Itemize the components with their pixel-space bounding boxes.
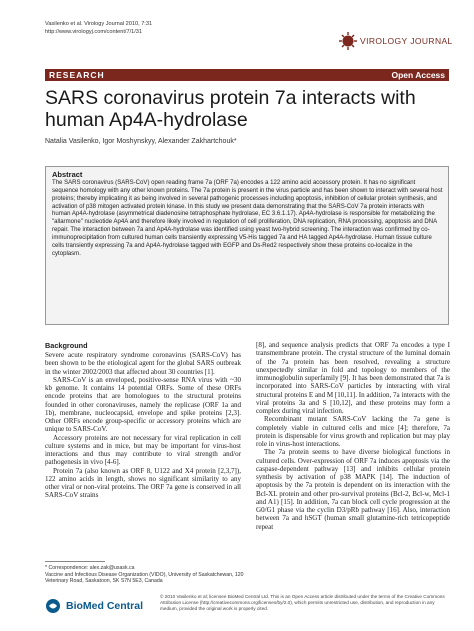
body-column-right [256, 341, 450, 531]
title-line-1: SARS coronavirus protein 7a interacts with [45, 87, 416, 109]
article-type-banner [45, 69, 449, 81]
paragraph: Recombinant mutant SARS-CoV lacking the 7a gene is completely viable in cultured cells and mice [4]; therefore, 7a protein is dispensable for virus growth and replication but may play role in virus-host interactions. [256, 415, 450, 448]
section-heading: Background [45, 341, 88, 350]
paragraph: Severe acute respiratory syndrome coronavirus (SARS-CoV) has been shown to be the etiological agent for the global SARS outbreak in the winter 2002/2003 that affected about 30 countries [1]. [45, 351, 241, 376]
paragraph: The 7a protein seems to have diverse biological functions in cultured cells. Over-expression of ORF 7a induces apoptosis via the caspase-dependent pathway [13] and inhibits cellular protein synthesis by activation of p38 MAPK [14]. The induction of apoptosis by the 7a protein is dependent on its interaction with the Bcl-XL protein and other pro-survival proteins (Bcl-2, Bcl-w, Mcl-1 and A1) [15]. In addition, 7a can block cell cycle progression at the G0/G1 phase via the cyclin D3/pRb pathway [16]. Also, interaction between 7a and hSGT (human small glutamine-rich tetricopeptide repeat [256, 448, 450, 531]
publisher-name: BioMed Central [66, 600, 144, 612]
license-text: © 2010 Vasilenko et al; licensee BioMed Central Ltd. This is an Open Access article distributed under the terms of the Creative Commons Attribution License (http://creativecommons.org/licenses/by/2.0), which permits unrestricted use, distribution, and reproduction in any medium, provided the original work is properly cited. [160, 594, 445, 612]
citation-header [45, 20, 152, 36]
abstract-heading: Abstract [52, 170, 83, 179]
citation-url[interactable]: http://www.virologyj.com/content/7/1/31 [45, 29, 143, 35]
correspondence-note [45, 565, 245, 585]
paragraph: SARS-CoV is an enveloped, positive-sense RNA virus with ~30 kb genome. It contains 14 potential ORFs. Some of these ORFs encode proteins that are homologues to the structural proteins founded in other coronaviruses, namely the replicase (ORF 1a and 1b), membrane, nucleocapsid, envelope and spike proteins [2,3]. Other ORFs encode group-specific or accessory proteins which are unique to SARS-CoV. [45, 375, 241, 434]
affiliation: Vaccine and Infectious Disease Organization (VIDO), University of Saskatchewan, 120 Veterinary Road, Saskatoon, SK S7N 5E3, Canada [45, 571, 244, 585]
correspondence-email[interactable]: * Correspondence: alex.zak@usask.ca [45, 565, 135, 571]
article-title [45, 87, 449, 131]
paragraph: Protein 7a (also known as ORF 8, U122 and X4 protein [2,3,7]), 122 amino acids in length, shows no significant similarity to any other viral or non-viral proteins. The ORF 7a gene is conserved in all SARS-CoV strains [45, 466, 241, 500]
citation-line: Vasilenko et al. Virology Journal 2010, 7:31 [45, 21, 153, 27]
body-column-left [45, 341, 241, 500]
biomed-central-logo-icon [45, 598, 65, 614]
open-access-label: Open Access [391, 70, 445, 80]
paragraph: Accessory proteins are not necessary for viral replication in cell culture systems and in mice, but may be important for virus-host interactions and thus may contribute to viral strength and/or pathogenesis in vivo [4-6]. [45, 433, 241, 467]
paragraph: [8], and sequence analysis predicts that ORF 7a encodes a type I transmembrane protein. The crystal structure of the luminal domain of the 7a protein has been resolved, revealing a structure unexpectedly similar in fold and topology to members of the immunoglobulin superfamily [9]. It has been demonstrated that 7a is incorporated into SARS-CoV particles by interacting with viral structural proteins E and M [10,11]. In addition, 7a interacts with the viral proteins 3a and S [10,12], and these proteins may form a complex during viral infection. [256, 341, 450, 415]
journal-name: VIROLOGY JOURNAL [360, 36, 453, 46]
abstract-text: The SARS coronavirus (SARS-CoV) open reading frame 7a (ORF 7a) encodes a 122 amino acid accessory protein. It has no significant sequence homology with any other known proteins. The 7a protein is present in the virus particle and has been shown to interact with several host proteins; thereby implicating it as being involved in several pathogenic processes including apoptosis, inhibition of cellular protein synthesis, and activation of p38 mitogen activated protein kinase. In this study we present data demonstrating that the SARS-CoV 7a protein interacts with human Ap4A-hydrolase (asymmetrical diadenosine tetraphosphate hydrolase, EC 3.6.1.17). Ap4A-hydrolase is responsible for metabolizing the "allarmone" nucleotide Ap4A and therefore likely involved in regulation of cell proliferation, DNA replication, RNA processing, apoptosis and DNA repair. The interaction between 7a and Ap4A-hydrolase was identified using yeast two-hybrid screening. The interaction was confirmed by co-immunoprecipitation from cultured human cells transiently expressing V5-His tagged 7a and HA tagged Ap4A-hydrolase. Human tissue culture cells transiently expressing 7a and Ap4A-hydrolase tagged with EGFP and Ds-Red2 respectively show these proteins co-localize in the cytoplasm. [52, 180, 443, 257]
footnote-divider [45, 561, 105, 562]
article-type: RESEARCH [49, 70, 105, 80]
author-list: Natalia Vasilenko, Igor Moshynskyy, Alexander Zakhartchouk* [45, 138, 237, 145]
title-line-2: human Ap4A-hydrolase [45, 109, 248, 131]
